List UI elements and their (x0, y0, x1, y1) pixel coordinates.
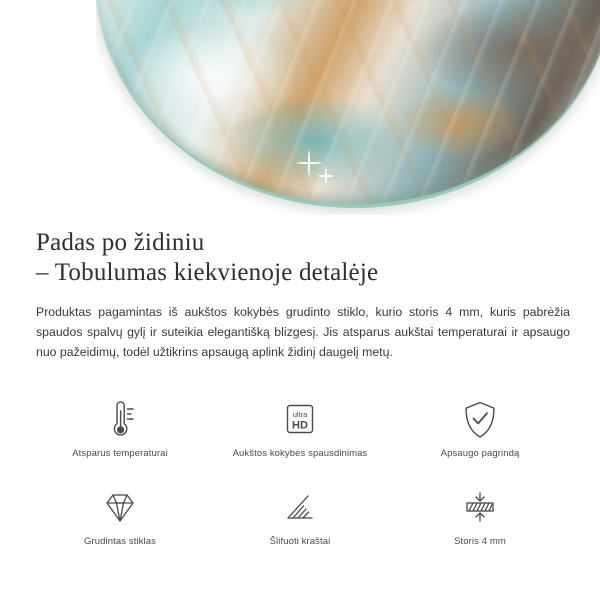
sparkle-icon (318, 168, 334, 184)
diamond-icon (98, 486, 142, 530)
polished-edges-icon (279, 486, 321, 530)
feature-grid (30, 398, 570, 566)
thermometer-icon (103, 398, 137, 442)
thickness-icon (458, 486, 502, 530)
shield-check-icon (460, 398, 500, 442)
feature-label: Storis 4 mm (454, 536, 506, 547)
feature-item-polished-edges (210, 486, 390, 566)
headline-line-2: – Tobulumas kiekvienoje detalėje (36, 259, 379, 286)
headline-line-1: Padas po židiniu (36, 229, 205, 256)
svg-text:ultra: ultra (292, 410, 308, 419)
feature-item-surface-protection (390, 398, 570, 478)
feature-label: Šlifuoti kraštai (269, 536, 331, 547)
marble-board-image (95, 0, 600, 205)
feature-item-thickness (390, 486, 570, 566)
feature-item-high-quality-print (210, 398, 390, 478)
text-block (36, 228, 572, 362)
feature-label: Apsaugo pagrindą (440, 448, 520, 459)
feature-item-tempered-glass (30, 486, 210, 566)
feature-label: Atsparus temperaturai (72, 448, 168, 459)
hero-image (0, 0, 600, 215)
hero-left-mask (0, 0, 96, 215)
ultra-hd-icon (279, 398, 321, 442)
svg-text:HD: HD (292, 419, 308, 432)
feature-label: Aukštos kokybės spausdinimas (232, 448, 368, 459)
body-paragraph: Produktas pagamintas iš aukštos kokybės grudinto stiklo, kurio storis 4 mm, kuris pabrėžia spaudos spalvų gylį ir suteikia elegantišką blizgesį. Jis atsparus aukštai temperaturai ir apsaugo nuo pažeidimų, todėl užtikrins apsaugą aplink židinį daugelį metų. (36, 305, 570, 359)
page-title (36, 228, 572, 288)
feature-item-temperature-resistant (30, 398, 210, 478)
feature-label: Grudintas stiklas (84, 536, 156, 547)
